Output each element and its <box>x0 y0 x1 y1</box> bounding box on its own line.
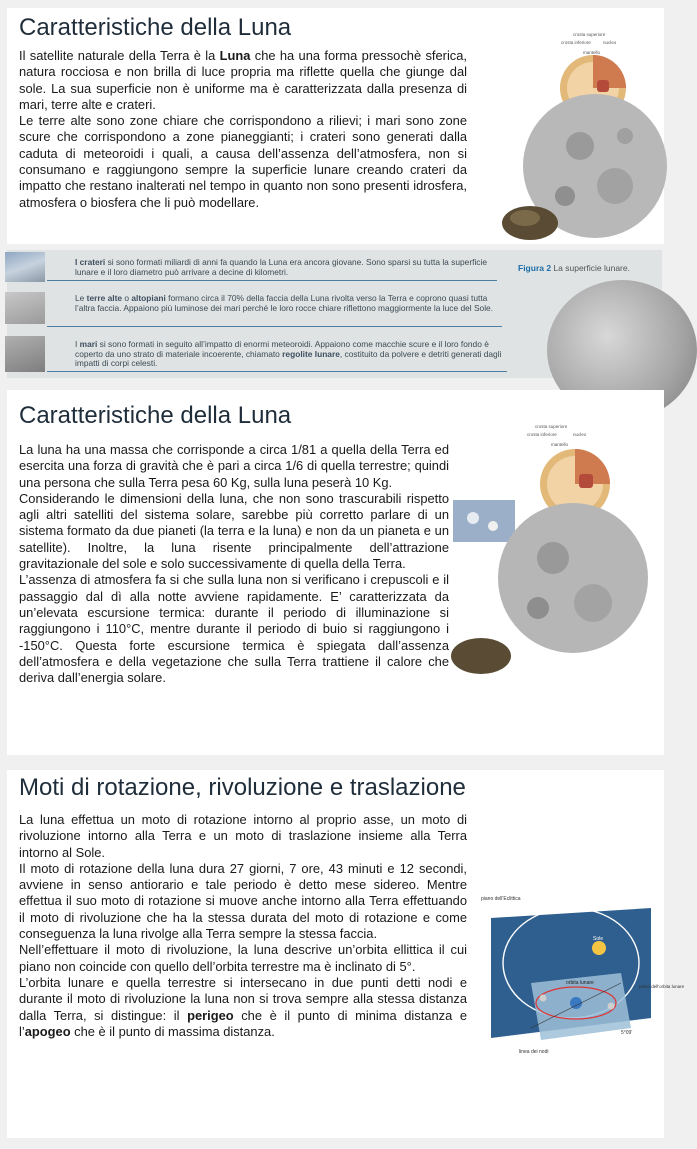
label-crust-2: crosta inferiore <box>527 432 557 437</box>
label-sun: Sole <box>593 936 604 942</box>
label-moon-orbit: orbita lunare <box>566 980 594 986</box>
label-moon-plane: piano dell'orbita lunare <box>639 984 685 989</box>
slide-moon-motions <box>7 770 685 1138</box>
label-nodes: linea dei nodi <box>519 1049 549 1055</box>
section2-paragraph-3: L’assenza di atmosfera fa si che sulla luna non si verificano i crepuscoli e il passaggio dal dì alla notte avviene rapidamente. E’ caratterizzata da un’elevata escursione termica: durante il periodo di illuminazione si raggiungono i 110°C, mentre durante il periodo di buio si raggiungono i -150°C. Questa forte escursione termica è spiegata dall’assenza dell’atmosfera e della vegetazione che sulla Terra trattiene il calore che deriva dall’energia solare. <box>19 572 449 686</box>
section1-paragraph-1: Il satellite naturale della Terra è la Luna che ha una forma pressochè sferica, natura rocciosa e non brilla di luce propria ma riflette quella che giunge dal sole. La sua superficie non è uniforme ma è caratterizzata dalla presenza di mari, terre alte e crateri. <box>19 48 467 112</box>
label-nucleus-2: nucleo <box>573 432 587 437</box>
label-ecliptic: piano dell'Eclittica <box>481 896 521 902</box>
photo-inset <box>453 500 515 542</box>
section1-paragraph-2: Le terre alte sono zone chiare che corrispondono a rilievi; i mari sono zone scure che corrispondono a zone pianeggianti; i crateri sono generati dalla caduta di meteoroidi i quali, a causa dell’assenza dell’atmosfera, non si consumano e raggiungono sempre la superficie lunare creando crateri da impatto che restano inalterati nel tempo in quanto non sono presenti idrosfera, atmosfera o biosfera che li può modellare. <box>19 113 467 210</box>
moon-position-2 <box>608 1003 615 1010</box>
label-crust-top: crosta superiore <box>573 32 606 37</box>
section3-paragraph-1: La luna effettua un moto di rotazione intorno al proprio asse, un moto di rivoluzione intorno alla Terra e un moto di traslazione insieme alla Terra intorno al Sole. <box>19 812 467 860</box>
section2-paragraph-2: Considerando le dimensioni della luna, che non sono trascurabili rispetto agli altri satelliti del sistema solare, sarebbe più corretto parlare di un sistema formato da due pianeti (la terra e la luna) e non da un pianeta e un satellite). Inoltre, la luna risente principalmente dell’attrazione gravitazionale del sole e solo successivamente di quella della Terra. <box>19 490 449 572</box>
label-nucleus: nucleo <box>603 40 617 45</box>
section3-paragraph-3: Nell’effettuare il moto di rivoluzione, la luna descrive un’orbita ellittica il cui piano non coincide con quello dell’orbita terrestre ma è inclinato di 5°. <box>19 942 467 974</box>
label-mantle: mantello <box>583 50 601 55</box>
strip-image-3 <box>5 336 45 372</box>
label-angle: 5°09' <box>621 1030 633 1036</box>
section2-title: Caratteristiche della Luna <box>19 402 292 429</box>
section2-body <box>19 442 449 686</box>
section3-title: Moti di rotazione, rivoluzione e traslazione <box>19 774 466 801</box>
figure-caption: Figura 2 La superficie lunare. <box>518 263 630 273</box>
strip-image-1 <box>5 252 45 282</box>
moon-structure-diagram-2 <box>443 418 661 658</box>
label-earth-orbit: orbita terrestre <box>561 901 594 907</box>
caption-seas: I mari si sono formati in seguito all’impatto di enormi meteoroidi. Appaiono come macchie scure e il loro fondo è coperto da uno strato di materiale incoerente, chiamato regolite lunare, costituito da polvere e detriti generati dagli impatti di corpi celesti. <box>75 339 502 369</box>
moon-position-1 <box>540 995 547 1002</box>
section3-body <box>19 812 467 1040</box>
caption-highlands: Le terre alte o altopiani formano circa il 70% della faccia della Luna rivolta verso la Terra e coprono quasi tutta l’altra faccia. Appaiono più luminose dei mari perché le loro rocce chiare riflettono maggiormente la luce del Sole. <box>75 293 494 313</box>
section3-paragraph-4: L’orbita lunare e quella terrestre si intersecano in due punti detti nodi e durante il moto di rivoluzione la luna non si trova sempre alla stessa distanza dalla Terra, si distingue: il perigeo che è il punto di minima distanza e l’apogeo che è il punto di massima distanza. <box>19 974 467 1039</box>
leader-line-1 <box>47 280 497 281</box>
section3-paragraph-2: Il moto di rotazione della luna dura 27 giorni, 7 ore, 43 minuti e 12 secondi, avviene in senso antiorario e tale periodo è detto mese sidereo. Mentre effettua il suo moto di rotazione si muove anche intorno alla Terra effettuando il moto di rivoluzione che ha la stessa durata del moto di rotazione e come conseguenza la luna rivolge alla Terra sempre la stessa faccia. <box>19 860 467 942</box>
moon-photo-2 <box>498 503 648 653</box>
moon-structure-diagram <box>485 26 660 242</box>
leader-line-3 <box>47 371 507 372</box>
moon-core <box>597 80 609 92</box>
label-crust-top-2: crosta superiore <box>535 424 568 429</box>
label-mantle-2: mantello <box>551 442 569 447</box>
section1-title: Caratteristiche della Luna <box>19 14 292 41</box>
caption-craters: I crateri si sono formati miliardi di anni fa quando la Luna era ancora giovane. Sono sparsi su tutta la superficie lunare e il loro diametro può arrivare a decine di kilometri. <box>75 257 488 277</box>
section2-paragraph-1: La luna ha una massa che corrisponde a circa 1/81 a quella della Terra ed esercita una forza di gravità che è pari a circa 1/6 di quella terrestre; quindi una persona che sulla Terra pesa 60 Kg, sulla luna peserà 10 Kg. <box>19 442 449 490</box>
strip-image-2 <box>5 292 45 324</box>
earth <box>570 997 582 1009</box>
leader-line-2 <box>47 326 502 327</box>
label-crust: crosta inferiore <box>561 40 591 45</box>
section1-body <box>19 48 467 211</box>
slide-moon-characteristics-1 <box>7 8 664 244</box>
sun <box>592 941 606 955</box>
orbit-diagram <box>471 888 685 1058</box>
slide-moon-characteristics-2 <box>7 390 664 755</box>
textbook-figure-strip <box>7 250 662 378</box>
moon-rock-sample-2 <box>451 638 511 674</box>
